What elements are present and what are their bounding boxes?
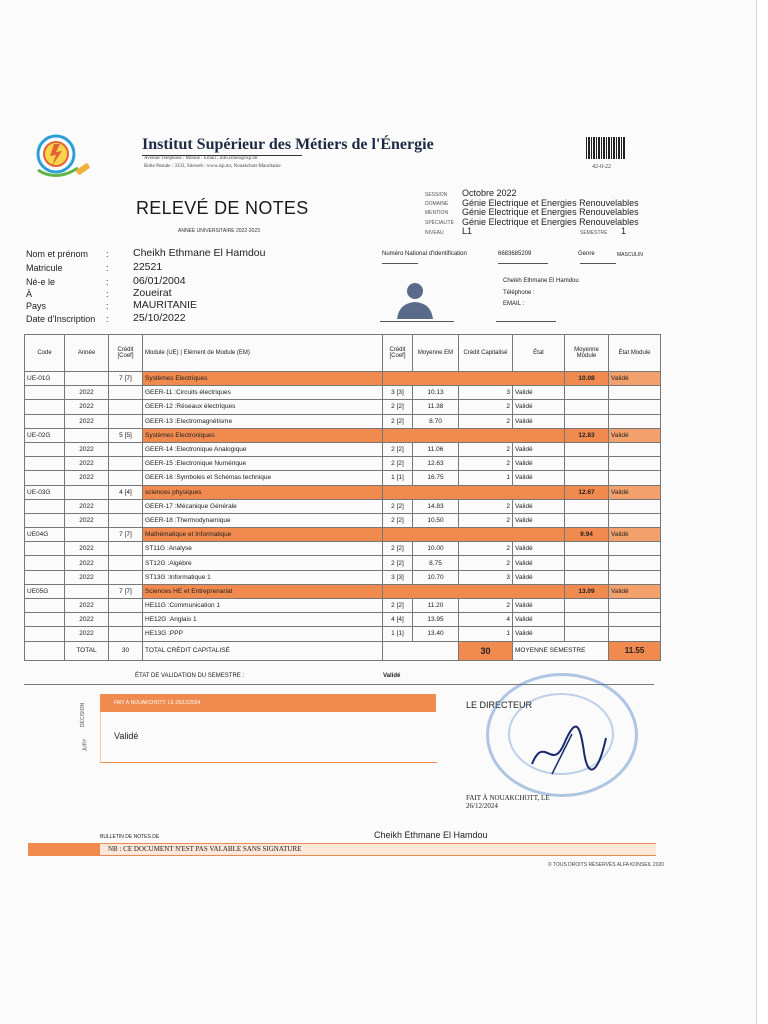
directeur-label: LE DIRECTEUR <box>466 700 533 710</box>
signature-icon <box>522 714 612 784</box>
module-name: Sciences HE et Entreprenariat <box>143 584 383 598</box>
institute-name: Institut Supérieur des Métiers de l'Énergie <box>142 136 434 153</box>
module-code: UE-01G <box>25 372 65 386</box>
module-credit: 7 [7] <box>109 584 143 598</box>
pob-value: Zoueirat <box>133 287 172 299</box>
table-row: 2022 ST11G :Analyse 2 [2] 10.00 2 Validé <box>25 542 661 556</box>
mention-label: MENTION <box>425 210 449 216</box>
nni-value: 6683685209 <box>498 251 532 257</box>
bulletin-label: BULLETIN DE NOTES DE <box>100 834 160 840</box>
address-line-2: Boîte Postale : 3333, Siteweb : www.isp.mr, Nouakchott-Mauritanie <box>144 164 281 169</box>
module-row <box>25 428 661 442</box>
col-module: Module (UE) | Elément de Module (EM) <box>143 335 383 372</box>
institute-logo-icon <box>30 130 96 184</box>
total-cap-value: 30 <box>459 641 513 660</box>
module-moyenne: 9.94 <box>565 528 609 542</box>
document-title: RELEVÉ DE NOTES <box>136 198 309 218</box>
colon-5: : <box>106 301 109 311</box>
module-code: UE04G <box>25 528 65 542</box>
table-row: 2022 GEER-17 :Mécanique Générale 2 [2] 14.83 2 Validé <box>25 499 661 513</box>
bulletin-name: Cheikh Ethmane El Hamdou <box>374 830 488 840</box>
col-credit-cap: Crédit Capitalisé <box>459 335 513 372</box>
col-etat-module: État Module <box>609 335 661 372</box>
domaine-value: Génie Electrique et Energies Renouvelables <box>462 198 639 208</box>
copyright: © TOUS DROITS RÉSERVÉS ALFA KONSEIL 2020 <box>548 862 665 868</box>
module-name: Systèmes Electriques <box>143 372 383 386</box>
total-label: TOTAL <box>65 641 109 660</box>
nni-label: Numéro National d'Identification <box>382 251 467 257</box>
dob-label: Né-e le <box>26 277 56 287</box>
module-name: sciences physiques <box>143 485 383 499</box>
module-etat: Validé <box>609 428 661 442</box>
fait-line-2: 26/12/2024 <box>466 802 498 810</box>
module-moyenne: 12.83 <box>565 428 609 442</box>
colon-6: : <box>106 314 109 324</box>
module-credit: 4 [4] <box>109 485 143 499</box>
inscription-label: Date d'Inscription <box>26 314 96 324</box>
genre-value: MASCULIN <box>617 252 643 258</box>
semestre-value: 1 <box>621 226 627 236</box>
table-row: 2022 GEER-18 :Thermodynamique 2 [2] 10.50 2 Validé <box>25 513 661 527</box>
table-row: 2022 GEER-11 :Circuits électriques 3 [3] 10.13 3 Validé <box>25 386 661 400</box>
decision-side-label: DÉCISION <box>80 702 87 728</box>
module-credit: 7 [7] <box>109 528 143 542</box>
academic-year: ANNEE UNIVERSITAIRE 2022-2023 <box>178 228 260 234</box>
address-line-1: Avenue/Téléphone : Mobile : Email : info.ismea@isp.mr <box>144 156 258 161</box>
col-moyenne-module: Moyenne Module <box>565 335 609 372</box>
module-moyenne: 13.09 <box>565 584 609 598</box>
module-etat: Validé <box>609 372 661 386</box>
specialite-label: SPÉCIALITÉ <box>425 220 454 226</box>
table-row: 2022 GEER-15 :Electronique Numérique 2 [2] 12.63 2 Validé <box>25 457 661 471</box>
matricule-label: Matricule <box>26 263 63 273</box>
email-label: EMAIL : <box>503 301 525 307</box>
module-etat: Validé <box>609 584 661 598</box>
inscription-value: 25/10/2022 <box>133 312 186 324</box>
table-row: 2022 ST13G :Informatique 1 3 [3] 10.70 3 Validé <box>25 570 661 584</box>
pob-label: À <box>26 289 33 299</box>
table-row: 2022 GEER-13 :Electromagnétisme 2 [2] 8.70 2 Validé <box>25 414 661 428</box>
module-etat: Validé <box>609 528 661 542</box>
col-credit: Crédit [Coef] <box>109 335 143 372</box>
moyenne-semestre-label: MOYENNE SEMESTRE <box>513 641 609 660</box>
barcode-icon <box>586 137 626 159</box>
col-credit-2: Crédit [Coef] <box>383 335 413 372</box>
module-row <box>25 528 661 542</box>
module-row <box>25 372 661 386</box>
table-row: 2022 GEER-16 :Symboles et Schémas technique 1 [1] 16.75 1 Validé <box>25 471 661 485</box>
module-etat: Validé <box>609 485 661 499</box>
colon-3: : <box>106 277 109 287</box>
student-photo-placeholder-icon <box>393 279 437 319</box>
country-value: MAURITANIE <box>133 299 197 311</box>
moyenne-semestre-value: 11.55 <box>609 641 661 660</box>
country-label: Pays <box>26 301 47 311</box>
table-row: 2022 ST12G :Algèbre 2 [2] 8.75 2 Validé <box>25 556 661 570</box>
module-credit: 5 [5] <box>109 428 143 442</box>
col-moyenne-em: Moyenne EM <box>413 335 459 372</box>
dob-value: 06/01/2004 <box>133 275 186 287</box>
module-moyenne: 10.08 <box>565 372 609 386</box>
module-code: UE05G <box>25 584 65 598</box>
table-row: 2022 GEER-12 :Réseaux électriques 2 [2] 11.38 2 Validé <box>25 400 661 414</box>
etat-validation-label: ÉTAT DE VALIDATION DU SEMESTRE : <box>135 673 245 679</box>
decision-value: Validé <box>114 731 139 741</box>
decision-bar <box>100 694 436 712</box>
table-row: 2022 HE11G :Communication 1 2 [2] 11.20 2 Validé <box>25 599 661 613</box>
semestre-label: SEMESTRE <box>580 230 608 236</box>
phone-label: Téléphone : <box>503 290 535 296</box>
total-credit: 30 <box>109 641 143 660</box>
module-name: Systèmes Electroniques <box>143 428 383 442</box>
matricule-value: 22521 <box>133 261 163 273</box>
genre-label: Genre <box>578 251 595 257</box>
nb-text: NB : CE DOCUMENT N'EST PAS VALABLE SANS SIGNATURE <box>108 845 302 853</box>
grades-table <box>24 334 661 661</box>
module-row <box>25 584 661 598</box>
col-annee: Année <box>65 335 109 372</box>
module-row <box>25 485 661 499</box>
session-value: Octobre 2022 <box>462 188 517 198</box>
niveau-label: NIVEAU <box>425 230 444 236</box>
specialite-value: Génie Electrique et Energies Renouvelables <box>462 217 639 227</box>
student-name: Cheikh Ethmane El Hamdou <box>133 247 266 259</box>
decision-date: FAIT À NOUAKCHOTT, LE 26/12/2024 <box>114 700 201 706</box>
card-name: Cheikh Ethmane El Hamdou <box>503 278 579 284</box>
colon-4: : <box>106 289 109 299</box>
module-code: UE-03G <box>25 485 65 499</box>
doc-code: 42-0-22 <box>592 164 611 170</box>
table-row: 2022 HE13G :PPP 1 [1] 13.40 1 Validé <box>25 627 661 641</box>
colon-2: : <box>106 263 109 273</box>
name-label: Nom et prénom <box>26 249 89 259</box>
table-row: 2022 HE12G :Anglais 1 4 [4] 13.95 4 Validé <box>25 613 661 627</box>
module-moyenne: 12.67 <box>565 485 609 499</box>
total-row <box>25 641 661 660</box>
session-label: SESSION <box>425 192 448 198</box>
table-row: 2022 GEER-14 :Electronique Analogique 2 [2] 11.06 2 Validé <box>25 442 661 456</box>
col-etat: État <box>513 335 565 372</box>
col-code: Code <box>25 335 65 372</box>
jury-side-label: JURY <box>82 738 89 752</box>
fait-line-1: FAIT À NOUAKCHOTT, LE <box>466 794 550 802</box>
total-cap-label: TOTAL CRÉDIT CAPITALISÉ <box>143 641 383 660</box>
module-code: UE-02G <box>25 428 65 442</box>
mention-value: Génie Electrique et Energies Renouvelables <box>462 207 639 217</box>
niveau-value: L1 <box>462 226 473 236</box>
module-name: Mathématique et Informatique <box>143 528 383 542</box>
domaine-label: DOMAINE <box>425 201 449 207</box>
module-credit: 7 [7] <box>109 372 143 386</box>
colon-1: : <box>106 249 109 259</box>
etat-validation-value: Validé <box>383 673 401 679</box>
